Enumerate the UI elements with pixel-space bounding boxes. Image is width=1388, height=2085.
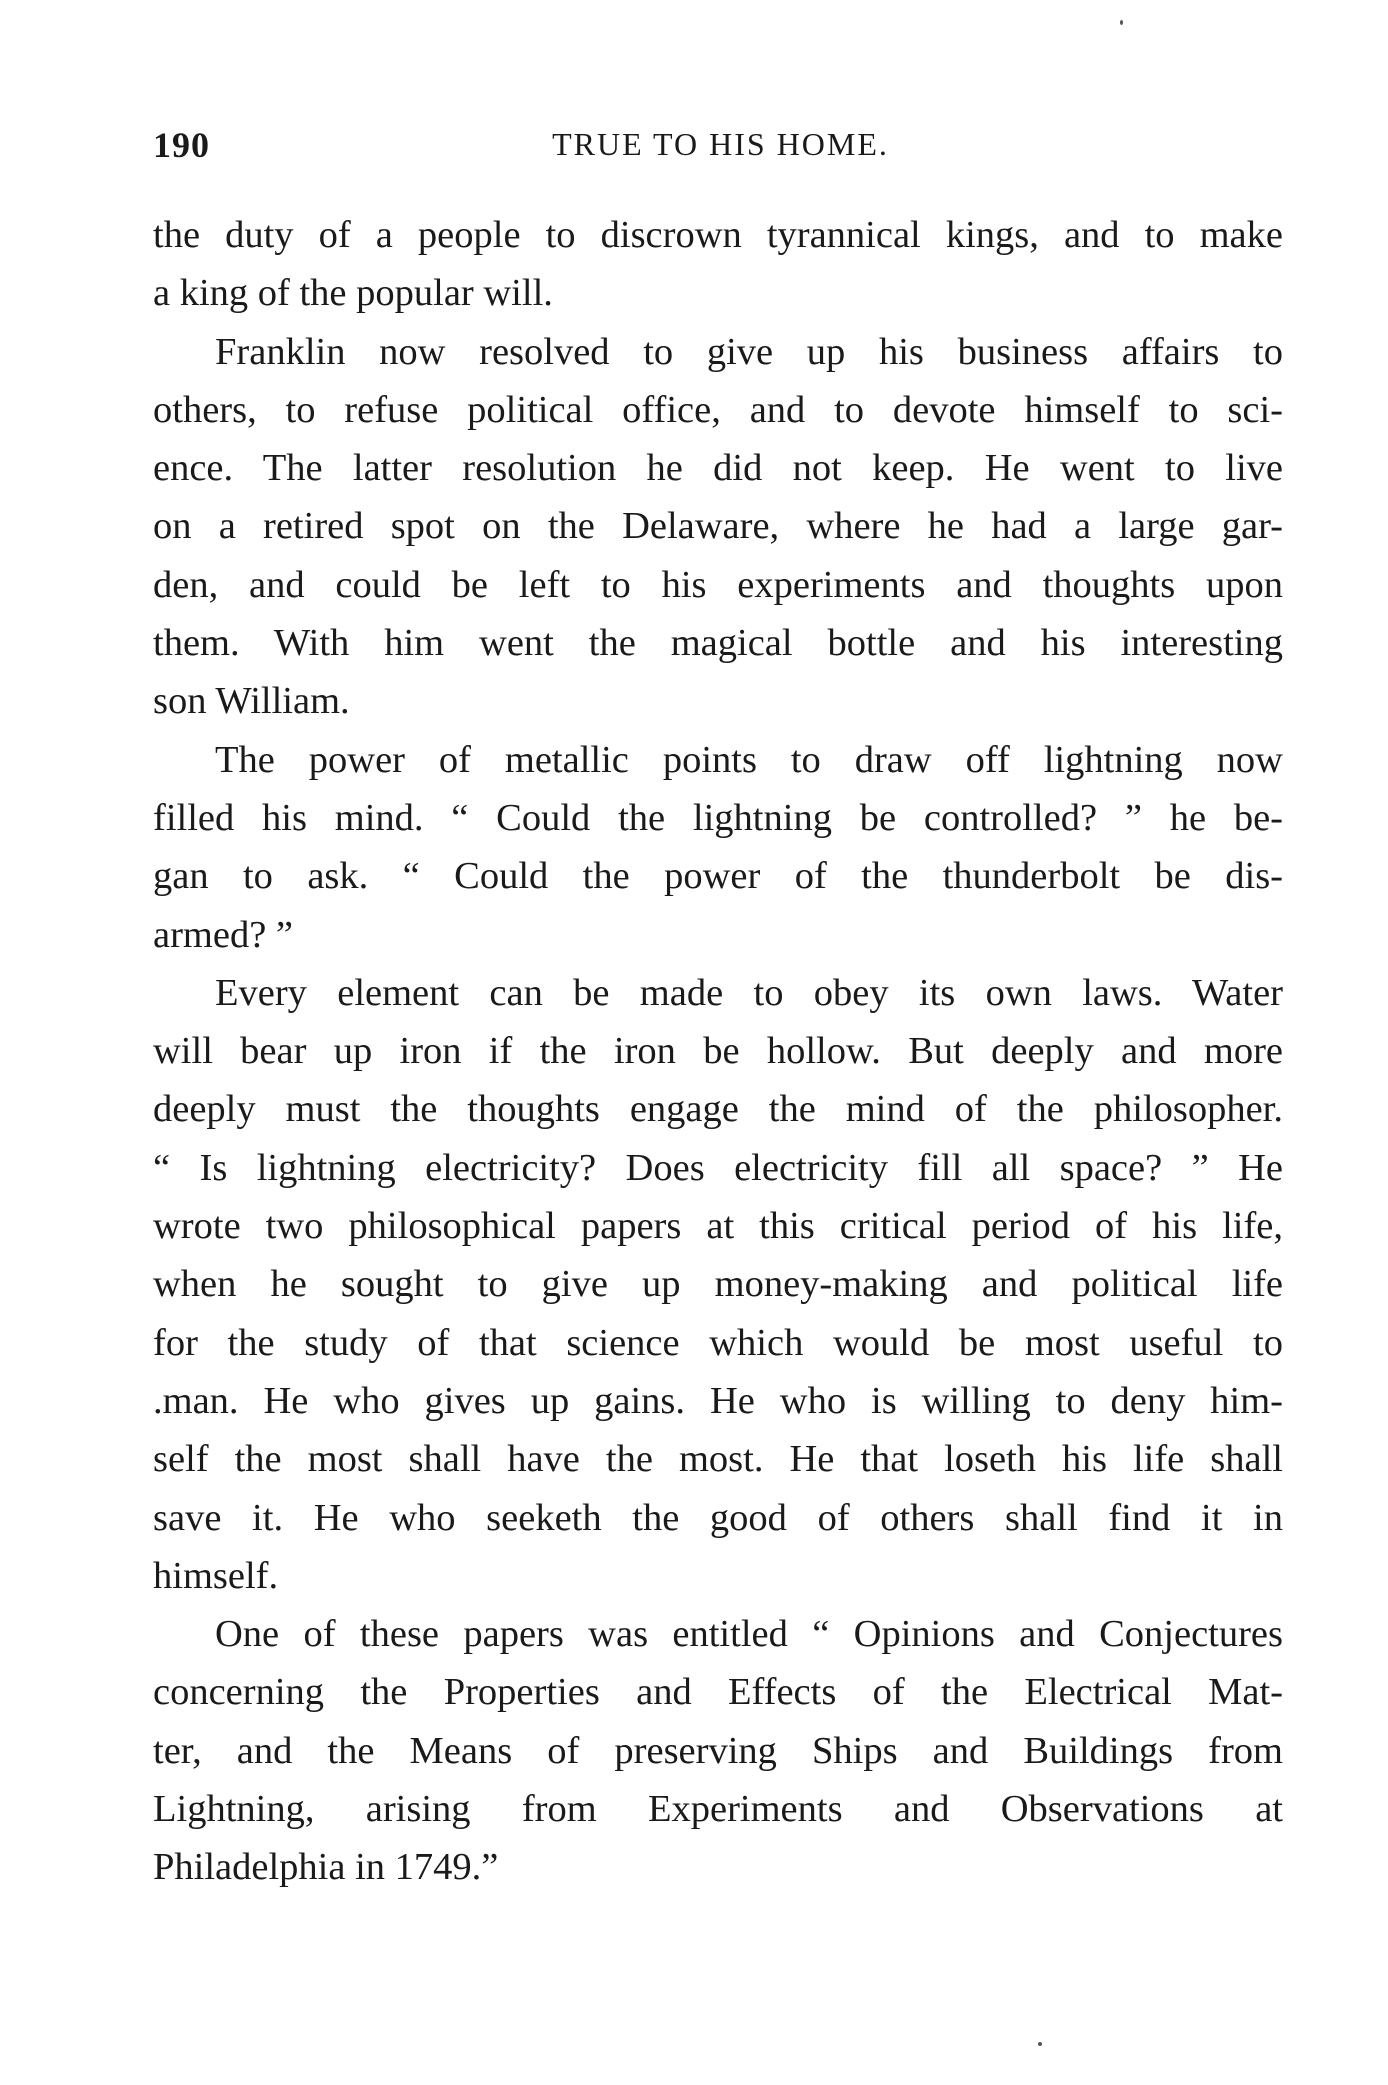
text-line: for the study of that science which would be most useful to [153, 1321, 1283, 1364]
text-line: Lightning, arising from Experiments and Observations at [153, 1788, 1283, 1831]
page-number: 190 [153, 125, 210, 165]
paper-speck [1038, 2042, 1042, 2046]
text-line: son William. [153, 680, 350, 723]
text-line: himself. [153, 1554, 279, 1597]
body-text [153, 206, 1283, 1897]
text-line: filled his mind. “ Could the lightning be controlled? ” he be- [153, 796, 1283, 839]
running-head: TRUE TO HIS HOME. [552, 126, 889, 162]
text-line: “ Is lightning electricity? Does electricity fill all space? ” He [153, 1146, 1283, 1189]
text-line: gan to ask. “ Could the power of the thunderbolt be dis- [153, 855, 1283, 898]
text-line: One of these papers was entitled “ Opinions and Conjectures [215, 1613, 1283, 1656]
text-line: concerning the Properties and Effects of the Electrical Mat- [153, 1671, 1283, 1714]
text-line: Every element can be made to obey its own laws. Water [215, 971, 1283, 1014]
text-line: armed? ” [153, 913, 293, 956]
text-line: will bear up iron if the iron be hollow. But deeply and more [153, 1030, 1283, 1073]
text-line: ter, and the Means of preserving Ships and Buildings from [153, 1729, 1283, 1772]
text-line: wrote two philosophical papers at this critical period of his life, [153, 1205, 1283, 1248]
text-line: .man. He who gives up gains. He who is willing to deny him- [153, 1379, 1283, 1422]
text-line: on a retired spot on the Delaware, where he had a large gar- [153, 505, 1283, 548]
text-line: ence. The latter resolution he did not keep. He went to live [153, 447, 1283, 490]
text-line: Philadelphia in 1749.” [153, 1846, 499, 1889]
text-line: Franklin now resolved to give up his business affairs to [215, 330, 1283, 373]
text-line: deeply must the thoughts engage the mind of the philosopher. [153, 1088, 1283, 1131]
text-line: the duty of a people to discrown tyrannical kings, and to make [153, 214, 1283, 256]
page-header [153, 124, 1288, 174]
text-line: when he sought to give up money-making and political life [153, 1263, 1283, 1306]
text-line: den, and could be left to his experiments and thoughts upon [153, 563, 1283, 606]
text-line: save it. He who seeketh the good of others shall find it in [153, 1496, 1283, 1539]
paper-speck [1120, 20, 1123, 25]
text-line: them. With him went the magical bottle and his interesting [153, 622, 1283, 665]
text-line: self the most shall have the most. He that loseth his life shall [153, 1438, 1283, 1481]
text-line: The power of metallic points to draw off lightning now [215, 738, 1283, 781]
text-line: a king of the popular will. [153, 272, 553, 315]
text-line: others, to refuse political office, and to devote himself to sci- [153, 388, 1283, 431]
